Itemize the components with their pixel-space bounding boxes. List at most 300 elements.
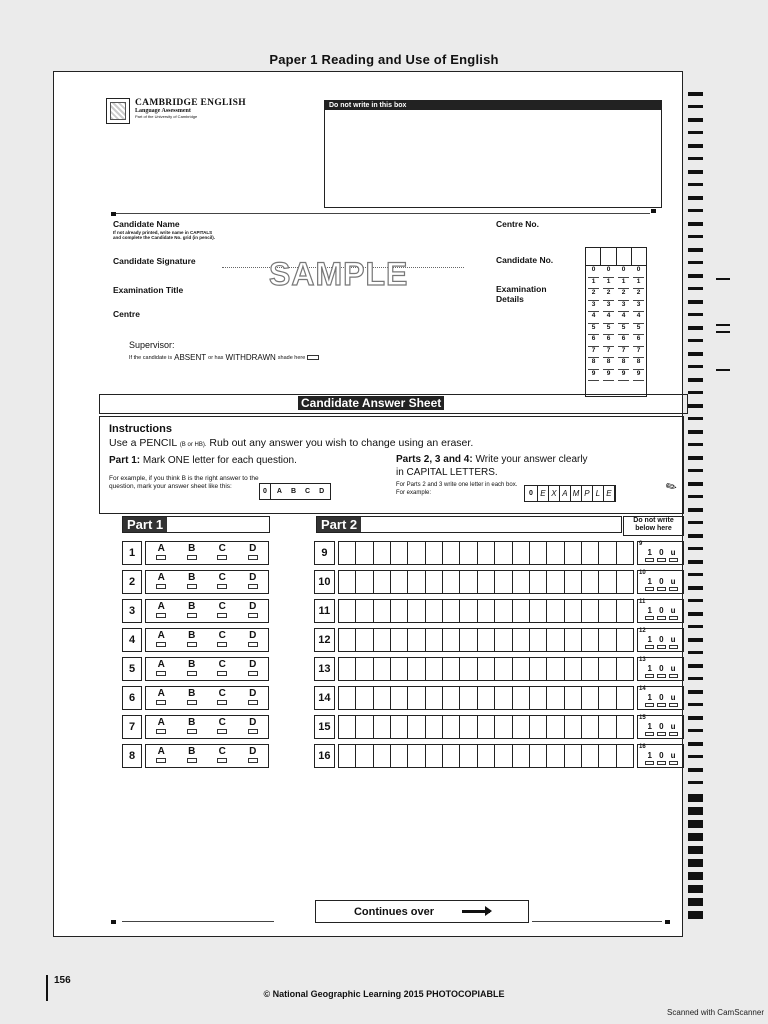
answer-option[interactable] <box>187 659 197 680</box>
letter-box[interactable] <box>478 629 495 651</box>
letter-box[interactable] <box>391 629 408 651</box>
letter-box[interactable] <box>426 629 443 651</box>
do-not-write-below: Do not write below here <box>623 516 684 536</box>
answer-option[interactable] <box>156 572 166 593</box>
option-letter: C <box>218 543 226 554</box>
letter-box[interactable] <box>339 658 356 680</box>
candidate-digit-cell[interactable]: 2 <box>633 289 644 301</box>
mark-value: u <box>670 577 676 586</box>
answer-bubble[interactable] <box>187 758 197 763</box>
letter-box[interactable] <box>547 629 564 651</box>
example-letter-box: E <box>604 486 615 501</box>
candidate-digit-cell[interactable]: 4 <box>618 312 629 324</box>
candidate-digit-cell[interactable]: 0 <box>603 266 614 278</box>
answer-bubble[interactable] <box>156 584 166 589</box>
letter-box[interactable] <box>565 745 582 767</box>
letter-box[interactable] <box>356 716 373 738</box>
candidate-digit-cell[interactable]: 4 <box>603 312 614 324</box>
copyright: © National Geographic Learning 2015 PHOTOCOPIABLE <box>263 989 505 999</box>
candidate-digit-cell[interactable]: 2 <box>618 289 629 301</box>
timing-mark <box>688 768 703 772</box>
mark-value: 0 <box>659 664 664 673</box>
option-letter: D <box>249 688 257 699</box>
candidate-digit-cell[interactable]: 8 <box>603 358 614 370</box>
mark-bubble <box>657 645 666 649</box>
option-letter: A <box>157 572 165 583</box>
letter-box[interactable] <box>582 745 599 767</box>
letter-box[interactable] <box>356 629 373 651</box>
letter-box[interactable] <box>443 571 460 593</box>
scanner-watermark: Scanned with CamScanner <box>667 1008 764 1017</box>
candidate-digit-cell[interactable]: 5 <box>588 324 599 336</box>
candidate-digit-cell[interactable]: 0 <box>618 266 629 278</box>
candidate-digit-cell[interactable]: 7 <box>618 347 629 359</box>
answer-option[interactable] <box>217 601 227 622</box>
candidate-digit-cell[interactable]: 4 <box>588 312 599 324</box>
letter-box[interactable] <box>495 600 512 622</box>
candidate-digit-cell[interactable]: 6 <box>618 335 629 347</box>
letter-box[interactable] <box>513 716 530 738</box>
letter-box[interactable] <box>460 687 477 709</box>
letter-box[interactable] <box>599 600 616 622</box>
letter-box[interactable] <box>565 716 582 738</box>
candidate-digit-cell[interactable]: 1 <box>618 278 629 290</box>
examiner-mark-box <box>637 599 684 623</box>
candidate-digit-cell[interactable]: 0 <box>633 266 644 278</box>
letter-box[interactable] <box>408 745 425 767</box>
candidate-digit-row[interactable] <box>586 312 646 324</box>
letter-box[interactable] <box>374 716 391 738</box>
letter-box[interactable] <box>582 542 599 564</box>
letter-box[interactable] <box>339 745 356 767</box>
answer-bubble[interactable] <box>248 584 258 589</box>
letter-box[interactable] <box>339 571 356 593</box>
answer-option[interactable] <box>217 659 227 680</box>
candidate-digit-cell[interactable]: 0 <box>588 266 599 278</box>
answer-option[interactable] <box>217 572 227 593</box>
candidate-number-grid[interactable] <box>585 247 647 397</box>
letter-box[interactable] <box>495 571 512 593</box>
answer-option[interactable] <box>248 543 258 564</box>
letter-box[interactable] <box>443 542 460 564</box>
letter-box[interactable] <box>339 716 356 738</box>
letter-box[interactable] <box>391 745 408 767</box>
answer-option[interactable] <box>156 688 166 709</box>
answer-option[interactable] <box>156 717 166 738</box>
letter-box[interactable] <box>547 687 564 709</box>
letter-box[interactable] <box>495 658 512 680</box>
answer-option[interactable] <box>217 630 227 651</box>
candidate-digit-row[interactable] <box>586 370 646 382</box>
letter-box[interactable] <box>565 629 582 651</box>
option-letter: B <box>188 717 196 728</box>
letter-box[interactable] <box>530 571 547 593</box>
answer-sheet-title: Candidate Answer Sheet <box>298 396 444 410</box>
option-letter: A <box>157 746 165 757</box>
letter-box[interactable] <box>443 658 460 680</box>
letter-box[interactable] <box>460 745 477 767</box>
candidate-digit-cell[interactable]: 5 <box>603 324 614 336</box>
timing-mark <box>688 118 703 122</box>
answer-bubble[interactable] <box>187 584 197 589</box>
answer-bubble[interactable] <box>248 671 258 676</box>
letter-box[interactable] <box>460 571 477 593</box>
candidate-digit-cell[interactable]: 9 <box>603 370 614 382</box>
answer-bubble[interactable] <box>217 584 227 589</box>
answer-option[interactable] <box>248 572 258 593</box>
answer-option[interactable] <box>156 659 166 680</box>
letter-box[interactable] <box>495 716 512 738</box>
part1-example-number: 0 <box>260 484 271 499</box>
letter-box[interactable] <box>408 571 425 593</box>
candidate-digit-row[interactable] <box>586 266 646 278</box>
letter-box[interactable] <box>582 716 599 738</box>
candidate-digit-cell[interactable]: 7 <box>633 347 644 359</box>
mark-value: u <box>670 751 676 760</box>
letter-box[interactable] <box>565 658 582 680</box>
candidate-name-label: Candidate Name <box>113 219 180 229</box>
letter-box[interactable] <box>374 542 391 564</box>
answer-bubble[interactable] <box>156 729 166 734</box>
letter-box[interactable] <box>478 745 495 767</box>
letter-box[interactable] <box>426 745 443 767</box>
candidate-digit-cell[interactable]: 8 <box>588 358 599 370</box>
letter-box[interactable] <box>495 687 512 709</box>
answer-options <box>145 686 269 710</box>
answer-bubble[interactable] <box>187 700 197 705</box>
letter-box[interactable] <box>599 658 616 680</box>
letter-box[interactable] <box>356 571 373 593</box>
letter-box[interactable] <box>356 745 373 767</box>
mark-bubble <box>669 616 678 620</box>
letter-box[interactable] <box>617 571 633 593</box>
answer-bubble[interactable] <box>248 729 258 734</box>
letter-box[interactable] <box>565 687 582 709</box>
letter-box[interactable] <box>547 542 564 564</box>
letter-box[interactable] <box>495 629 512 651</box>
arrow-right-icon <box>462 910 490 913</box>
continues-over <box>315 900 529 923</box>
mark-question-number: 15 <box>639 715 646 721</box>
candidate-digit-cell[interactable]: 3 <box>588 301 599 313</box>
answer-bubble[interactable] <box>248 642 258 647</box>
letter-box[interactable] <box>391 687 408 709</box>
option-letter: C <box>218 688 226 699</box>
answer-bubble[interactable] <box>156 758 166 763</box>
letter-box[interactable] <box>356 600 373 622</box>
part1-question-row <box>122 541 269 565</box>
exam-title-label: Examination Title <box>113 285 184 295</box>
letter-box[interactable] <box>408 600 425 622</box>
letter-box[interactable] <box>530 658 547 680</box>
option-letter: A <box>157 688 165 699</box>
letter-box[interactable] <box>582 658 599 680</box>
letter-box[interactable] <box>426 600 443 622</box>
letter-box[interactable] <box>460 658 477 680</box>
letter-box[interactable] <box>617 716 633 738</box>
answer-bubble[interactable] <box>187 642 197 647</box>
option-letter: D <box>249 572 257 583</box>
letter-box[interactable] <box>547 716 564 738</box>
letter-box[interactable] <box>478 600 495 622</box>
answer-option[interactable] <box>156 630 166 651</box>
answer-option[interactable] <box>187 601 197 622</box>
letter-box[interactable] <box>408 687 425 709</box>
answer-bubble[interactable] <box>156 613 166 618</box>
candidate-digit-cell[interactable]: 1 <box>633 278 644 290</box>
letter-box[interactable] <box>547 571 564 593</box>
answer-option[interactable] <box>248 659 258 680</box>
letter-box[interactable] <box>356 658 373 680</box>
letter-box[interactable] <box>374 687 391 709</box>
letter-box[interactable] <box>547 600 564 622</box>
answer-option[interactable] <box>217 717 227 738</box>
letter-box[interactable] <box>443 629 460 651</box>
answer-option[interactable] <box>187 717 197 738</box>
answer-option[interactable] <box>248 746 258 767</box>
candidate-digit-row[interactable] <box>586 358 646 370</box>
letter-box[interactable] <box>513 600 530 622</box>
answer-option[interactable] <box>217 543 227 564</box>
letter-boxes <box>338 570 634 594</box>
letter-box[interactable] <box>408 658 425 680</box>
candidate-digit-cell[interactable]: 5 <box>618 324 629 336</box>
candidate-digit-cell[interactable]: 5 <box>633 324 644 336</box>
candidate-digit-cell[interactable]: 3 <box>603 301 614 313</box>
answer-option[interactable] <box>156 601 166 622</box>
answer-option[interactable] <box>248 601 258 622</box>
timing-mark <box>688 196 703 200</box>
mark-value: 1 <box>647 606 652 615</box>
candidate-digit-row[interactable] <box>586 301 646 313</box>
candidate-digit-cell[interactable]: 2 <box>588 289 599 301</box>
letter-box[interactable] <box>599 687 616 709</box>
answer-option[interactable] <box>156 543 166 564</box>
mark-value: 1 <box>647 577 652 586</box>
candidate-digit-cell[interactable]: 9 <box>633 370 644 382</box>
answer-option[interactable] <box>248 688 258 709</box>
letter-box[interactable] <box>599 716 616 738</box>
answer-option[interactable] <box>187 543 197 564</box>
candidate-digit-cell[interactable]: 1 <box>588 278 599 290</box>
letter-box[interactable] <box>426 542 443 564</box>
example-letter-box: A <box>560 486 571 501</box>
answer-bubble[interactable] <box>217 758 227 763</box>
letter-box[interactable] <box>513 571 530 593</box>
letter-box[interactable] <box>460 629 477 651</box>
candidate-digit-row[interactable] <box>586 347 646 359</box>
letter-box[interactable] <box>339 687 356 709</box>
answer-bubble[interactable] <box>217 555 227 560</box>
letter-box[interactable] <box>582 687 599 709</box>
letter-box[interactable] <box>617 687 633 709</box>
letter-box[interactable] <box>426 687 443 709</box>
letter-box[interactable] <box>547 658 564 680</box>
letter-box[interactable] <box>460 716 477 738</box>
answer-bubble[interactable] <box>156 642 166 647</box>
letter-box[interactable] <box>599 542 616 564</box>
answer-bubble[interactable] <box>217 671 227 676</box>
answer-option[interactable] <box>187 572 197 593</box>
letter-box[interactable] <box>617 600 633 622</box>
letter-box[interactable] <box>582 629 599 651</box>
candidate-digit-cell[interactable]: 4 <box>633 312 644 324</box>
letter-box[interactable] <box>513 629 530 651</box>
letter-box[interactable] <box>513 687 530 709</box>
candidate-digit-cell[interactable]: 9 <box>588 370 599 382</box>
part1-label: Part 1 <box>123 517 167 532</box>
letter-box[interactable] <box>565 571 582 593</box>
candidate-digit-cell[interactable]: 9 <box>618 370 629 382</box>
example-option: D <box>319 488 325 495</box>
answer-bubble[interactable] <box>187 729 197 734</box>
timing-mark <box>688 430 703 434</box>
timing-mark <box>688 625 703 628</box>
letter-box[interactable] <box>426 571 443 593</box>
answer-bubble[interactable] <box>248 613 258 618</box>
letter-box[interactable] <box>478 716 495 738</box>
candidate-digit-cell[interactable]: 7 <box>588 347 599 359</box>
timing-mark <box>688 287 703 290</box>
answer-bubble[interactable] <box>248 758 258 763</box>
letter-box[interactable] <box>339 629 356 651</box>
candidate-digit-cell[interactable]: 8 <box>633 358 644 370</box>
letter-box[interactable] <box>513 745 530 767</box>
candidate-digit-cell[interactable]: 6 <box>603 335 614 347</box>
candidate-digit-cell[interactable]: 3 <box>633 301 644 313</box>
letter-box[interactable] <box>478 687 495 709</box>
candidate-digit-cell[interactable]: 8 <box>618 358 629 370</box>
letter-box[interactable] <box>374 571 391 593</box>
letter-box[interactable] <box>513 658 530 680</box>
candidate-digit-cell[interactable]: 3 <box>618 301 629 313</box>
candidate-digit-cell[interactable]: 6 <box>633 335 644 347</box>
letter-box[interactable] <box>582 571 599 593</box>
letter-box[interactable] <box>547 745 564 767</box>
letter-box[interactable] <box>530 600 547 622</box>
candidate-digit-row[interactable] <box>586 324 646 336</box>
answer-option[interactable] <box>187 688 197 709</box>
letter-box[interactable] <box>356 687 373 709</box>
letter-box[interactable] <box>391 658 408 680</box>
answer-bubble[interactable] <box>187 671 197 676</box>
letter-box[interactable] <box>391 600 408 622</box>
letter-box[interactable] <box>530 542 547 564</box>
answer-option[interactable] <box>248 630 258 651</box>
letter-box[interactable] <box>408 629 425 651</box>
letter-box[interactable] <box>599 629 616 651</box>
answer-options <box>145 570 269 594</box>
answer-bubble[interactable] <box>187 613 197 618</box>
letter-box[interactable] <box>599 745 616 767</box>
letter-box[interactable] <box>339 542 356 564</box>
answer-option[interactable] <box>248 717 258 738</box>
letter-box[interactable] <box>513 542 530 564</box>
letter-box[interactable] <box>374 629 391 651</box>
timing-mark <box>688 794 703 802</box>
letter-box[interactable] <box>443 687 460 709</box>
answer-option[interactable] <box>217 688 227 709</box>
answer-option[interactable] <box>187 630 197 651</box>
answer-option[interactable] <box>156 746 166 767</box>
letter-box[interactable] <box>443 716 460 738</box>
letter-box[interactable] <box>460 542 477 564</box>
timing-mark <box>688 144 703 148</box>
answer-bubble[interactable] <box>217 700 227 705</box>
answer-bubble[interactable] <box>156 700 166 705</box>
letter-box[interactable] <box>617 542 633 564</box>
letter-box[interactable] <box>530 687 547 709</box>
letter-box[interactable] <box>565 600 582 622</box>
letter-box[interactable] <box>339 600 356 622</box>
letter-box[interactable] <box>408 716 425 738</box>
answer-bubble[interactable] <box>248 700 258 705</box>
candidate-digit-cell[interactable]: 2 <box>603 289 614 301</box>
withdrawn-word: WITHDRAWN <box>225 353 276 362</box>
letter-box[interactable] <box>582 600 599 622</box>
answer-bubble[interactable] <box>156 671 166 676</box>
candidate-digit-row[interactable] <box>586 278 646 290</box>
answer-bubble[interactable] <box>217 729 227 734</box>
letter-box[interactable] <box>617 745 633 767</box>
letter-box[interactable] <box>426 658 443 680</box>
letter-box[interactable] <box>374 658 391 680</box>
answer-bubble[interactable] <box>187 555 197 560</box>
letter-box[interactable] <box>478 542 495 564</box>
letter-box[interactable] <box>478 658 495 680</box>
question-number: 16 <box>314 744 335 768</box>
answer-bubble[interactable] <box>217 642 227 647</box>
candidate-digit-cell[interactable]: 7 <box>603 347 614 359</box>
answer-option[interactable] <box>217 746 227 767</box>
letter-box[interactable] <box>530 745 547 767</box>
letter-box[interactable] <box>391 542 408 564</box>
candidate-digit-row[interactable] <box>586 289 646 301</box>
letter-box[interactable] <box>617 658 633 680</box>
timing-mark <box>688 170 703 174</box>
question-number: 12 <box>314 628 335 652</box>
candidate-digit-cell[interactable]: 1 <box>603 278 614 290</box>
letter-box[interactable] <box>565 542 582 564</box>
answer-bubble[interactable] <box>248 555 258 560</box>
letter-box[interactable] <box>374 600 391 622</box>
letter-box[interactable] <box>356 542 373 564</box>
letter-box[interactable] <box>391 716 408 738</box>
letter-box[interactable] <box>478 571 495 593</box>
letter-box[interactable] <box>530 716 547 738</box>
absent-shade-box[interactable] <box>307 355 319 360</box>
answer-bubble[interactable] <box>156 555 166 560</box>
letter-box[interactable] <box>599 571 616 593</box>
letter-box[interactable] <box>495 745 512 767</box>
letter-box[interactable] <box>443 600 460 622</box>
mark-value: 0 <box>659 722 664 731</box>
candidate-digit-row[interactable] <box>586 335 646 347</box>
letter-box[interactable] <box>495 542 512 564</box>
letter-box[interactable] <box>460 600 477 622</box>
answer-bubble[interactable] <box>217 613 227 618</box>
letter-box[interactable] <box>391 571 408 593</box>
letter-box[interactable] <box>617 629 633 651</box>
letter-box[interactable] <box>530 629 547 651</box>
answer-option[interactable] <box>187 746 197 767</box>
letter-box[interactable] <box>443 745 460 767</box>
candidate-digit-cell[interactable]: 6 <box>588 335 599 347</box>
letter-box[interactable] <box>408 542 425 564</box>
timing-mark <box>688 651 703 654</box>
letter-box[interactable] <box>426 716 443 738</box>
letter-box[interactable] <box>374 745 391 767</box>
